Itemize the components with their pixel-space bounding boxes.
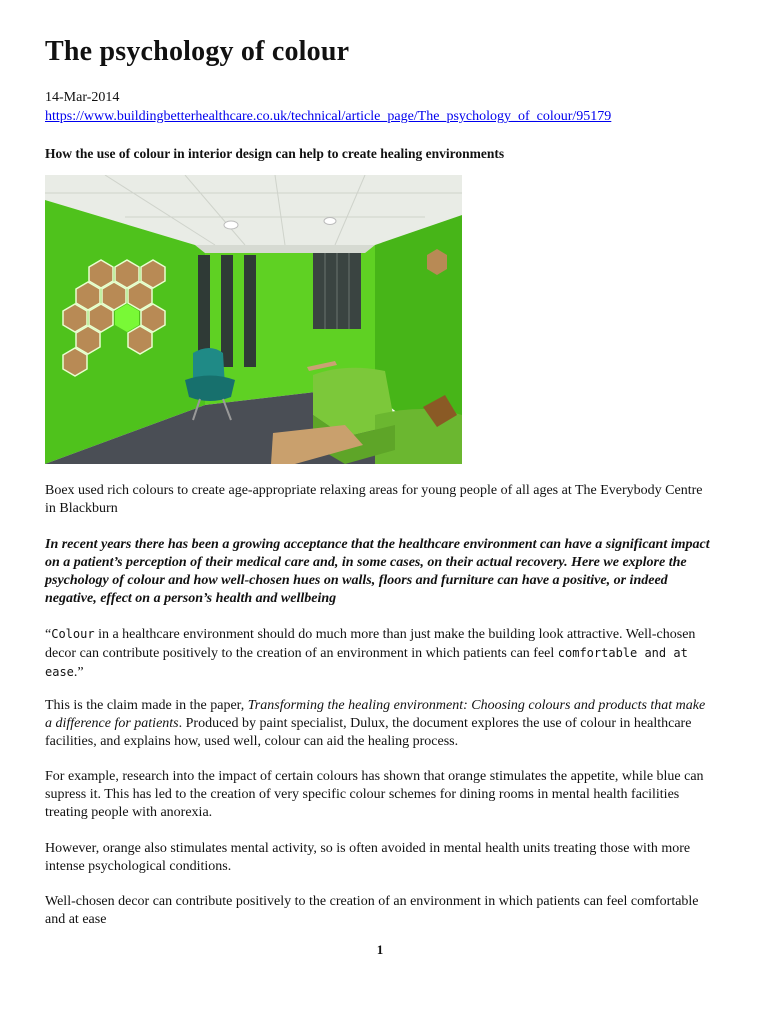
article-intro: In recent years there has been a growing acceptance that the healthcare environment can have a significant impact on a patient’s perception of their medical care and, in some cases, on their actual recovery. Here we explore the psychology of colour and how well-chosen hues on walls, floors and furniture can have a positive, or indeed negative, effect on a person’s health and wellbeing	[45, 537, 710, 606]
article-photo	[45, 175, 462, 464]
quote-close-mark: .”	[73, 665, 84, 680]
page-number: 1	[376, 942, 384, 957]
paper-title: Transforming the healing environment: Choosing colours and products that make a difference for patients	[45, 698, 706, 731]
claim-paragraph	[45, 697, 715, 751]
example-paragraph: For example, research into the impact of certain colours has shown that orange stimulates the appetite, while blue can supress it. This has led to the creation of very specific colour schemes for dining rooms in mental health facilities treating people with anorexia.	[45, 769, 704, 820]
quote-open-mark: “	[45, 627, 52, 642]
claim-lead: This is the claim made in the paper,	[45, 698, 248, 713]
article-subheading: How the use of colour in interior design can help to create healing environments	[45, 146, 505, 161]
article-title: The psychology of colour	[45, 36, 350, 67]
quote-first-word: Colour	[51, 627, 95, 641]
article-url-link[interactable]: https://www.buildingbetterhealthcare.co.uk/technical/article_page/The_psychology_of_colour/95179	[45, 109, 612, 124]
claim-rest: . Produced by paint specialist, Dulux, the document explores the use of colour in healthcare facilities, and explains how, used well, colour can aid the healing process.	[45, 716, 692, 749]
green-room-photo	[45, 175, 462, 464]
however-paragraph: However, orange also stimulates mental activity, so is often avoided in mental health units treating those with more intense psychological conditions.	[45, 841, 691, 874]
wellchosen-paragraph: Well-chosen decor can contribute positively to the creation of an environment in which patients can feel comfortable and at ease	[45, 894, 699, 927]
quote-last-phrase: comfortable and at ease	[45, 646, 688, 679]
quote-body: in a healthcare environment should do much more than just make the building look attractive. Well-chosen decor can contribute positively to the creation of an environment in which patients can feel	[45, 627, 696, 661]
quote-paragraph	[45, 625, 715, 682]
article-date: 14-Mar-2014	[45, 90, 120, 105]
photo-caption: Boex used rich colours to create age-appropriate relaxing areas for young people of all ages at The Everybody Centre in Blackburn	[45, 483, 703, 516]
